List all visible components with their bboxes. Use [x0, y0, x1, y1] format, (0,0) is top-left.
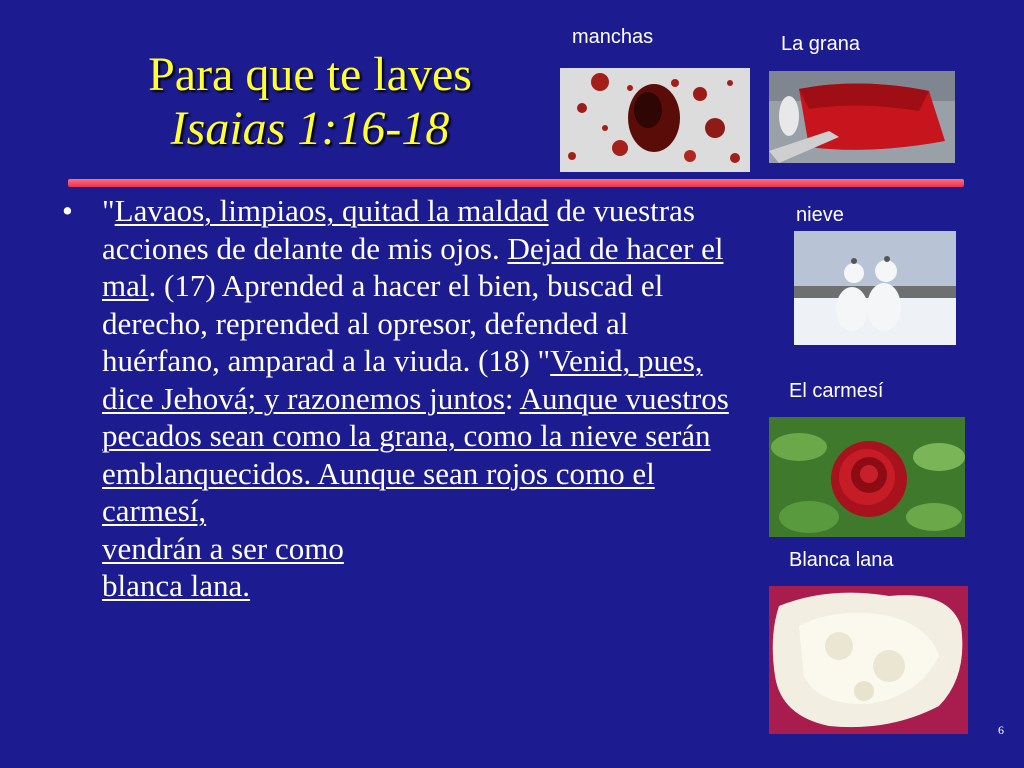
verse-part: de vuestras acciones de delante de mis ojos. [102, 193, 695, 266]
verse-text [102, 192, 742, 605]
blood-stain-image [560, 68, 750, 172]
title-line-1: Para que te laves [148, 48, 472, 101]
title-line-2: Isaias 1:16-18 [170, 102, 450, 155]
verse-part-underlined: Dejad de hacer el mal [102, 230, 724, 303]
caption-nieve: nieve [796, 204, 844, 226]
red-rose-graphic [769, 417, 965, 537]
red-cloth-image [769, 71, 955, 163]
verse-part: : [504, 380, 520, 416]
title-divider [68, 179, 964, 187]
caption-la-grana: La grana [781, 33, 860, 55]
verse-part-underlined: vendrán a ser como [102, 530, 344, 566]
verse-part-underlined: Aunque vuestros pecados sean como la grana, como la nieve serán emblanquecidos. Aunque sean rojos como el carmesí, [102, 380, 729, 528]
verse-block [62, 192, 742, 605]
caption-manchas: manchas [572, 26, 654, 48]
verse-part: " [102, 193, 115, 228]
snowmen-image [794, 231, 956, 345]
verse-part-underlined: Lavaos, limpiaos, quitad la maldad [114, 193, 549, 228]
caption-blanca-lana: Blanca lana [789, 549, 894, 571]
blood-stain-graphic [560, 68, 750, 172]
snowmen-graphic [794, 231, 956, 345]
white-wool-graphic [769, 586, 968, 734]
slide-title [60, 48, 560, 156]
red-cloth-graphic [769, 71, 955, 163]
page-number: 6 [998, 723, 1004, 737]
verse-part-underlined: Venid, pues, dice Jehová; y razonemos juntos [102, 343, 703, 416]
verse-part: . (17) Aprended a hacer el bien, buscad el derecho, reprended al opresor, defended al huérfano, amparad a la viuda. (18) " [102, 268, 664, 378]
white-wool-image [769, 586, 968, 734]
bullet-icon: • [62, 193, 73, 228]
caption-el-carmesi: El carmesí [789, 380, 884, 402]
verse-part-underlined: blanca lana. [102, 568, 251, 603]
red-rose-image [769, 417, 965, 537]
